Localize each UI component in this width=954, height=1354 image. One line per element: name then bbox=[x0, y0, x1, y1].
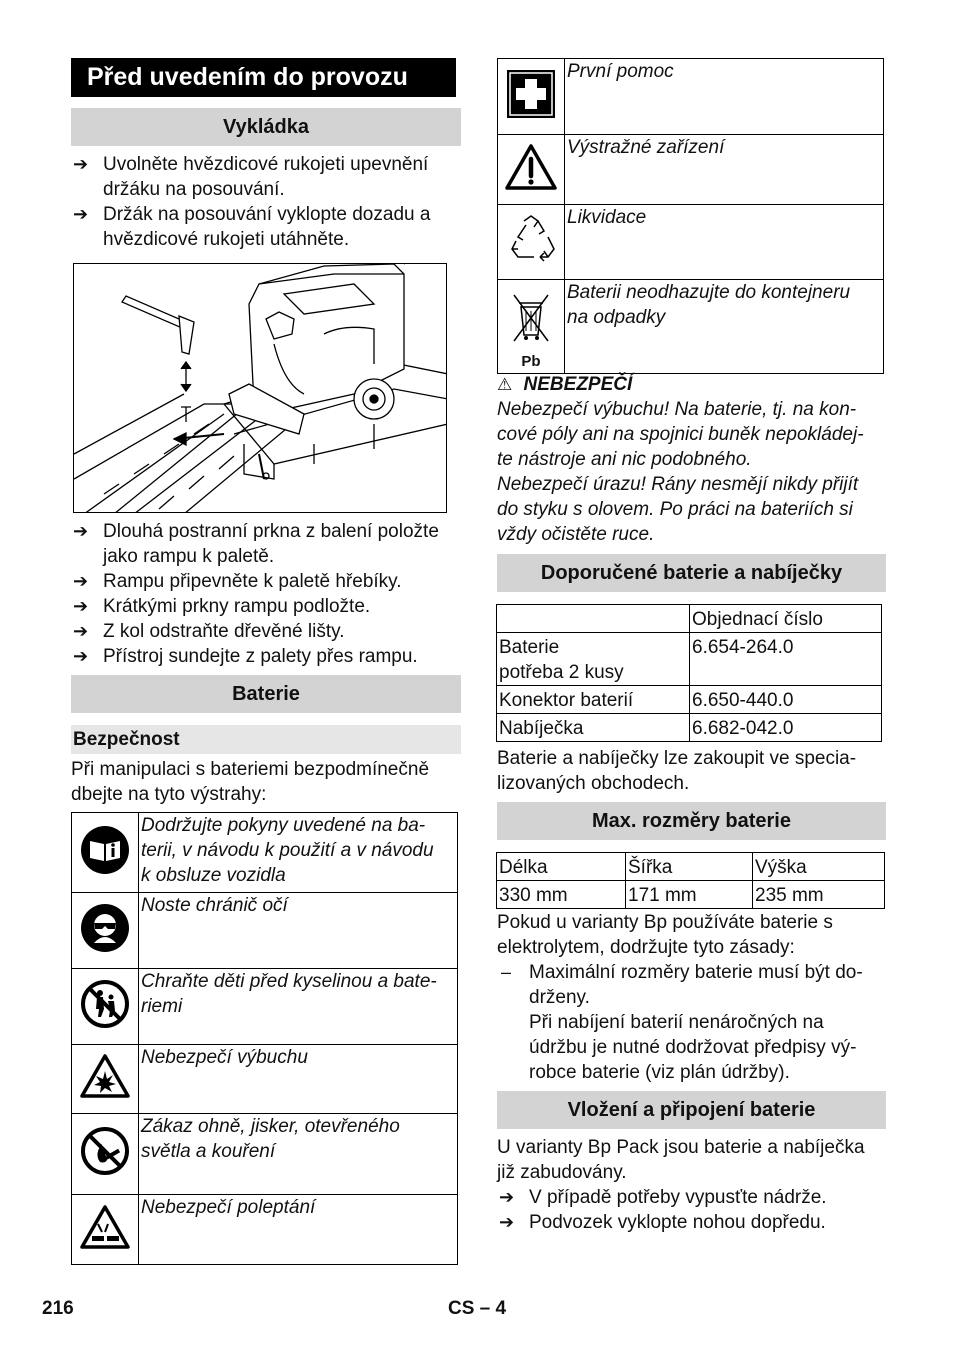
corrosive-hazard-icon bbox=[80, 1204, 130, 1250]
table-row bbox=[72, 893, 458, 969]
safety-intro: Při manipulaci s bateriemi bezpodmínečně dbejte na tyto výstrahy: bbox=[71, 759, 430, 805]
table-row bbox=[72, 969, 458, 1045]
table-row bbox=[72, 1114, 458, 1195]
page-title: Před uvedením do provozu bbox=[71, 58, 456, 97]
warning-icon-cell bbox=[72, 1195, 139, 1265]
arrow-icon: ➔ bbox=[73, 646, 89, 666]
recommended-note: Baterie a nabíječky lze zakoupit ve specia- lizovaných obchodech. bbox=[497, 748, 857, 794]
heading-battery: Baterie bbox=[71, 675, 461, 713]
keep-children-away-icon bbox=[80, 979, 130, 1029]
list-item: ➔ Z kol odstraňte dřevěné lišty. bbox=[73, 621, 345, 642]
table-row bbox=[498, 135, 884, 205]
explosion-hazard-icon bbox=[80, 1053, 130, 1099]
heading-insert-battery: Vložení a připojení baterie bbox=[497, 1091, 886, 1129]
heading-dimensions: Max. rozměry baterie bbox=[497, 802, 886, 840]
table-row bbox=[498, 59, 884, 135]
list-item: ➔ Přístroj sundejte z palety přes rampu. bbox=[73, 646, 418, 667]
arrow-icon: ➔ bbox=[73, 521, 89, 541]
warning-text: Nebezpečí poleptání bbox=[139, 1195, 458, 1265]
recommended-table bbox=[496, 604, 882, 742]
symbol-icon-cell bbox=[498, 135, 565, 205]
table-row: Délka Šířka Výška bbox=[497, 853, 885, 881]
dimensions-table bbox=[496, 852, 885, 909]
list-item: ➔ Rampu připevněte k paletě hřebíky. bbox=[73, 571, 402, 592]
symbol-icon-cell bbox=[498, 205, 565, 280]
list-item: ➔ V případě potřeby vypusťte nádrže. bbox=[499, 1187, 827, 1208]
no-fire-icon bbox=[80, 1126, 130, 1176]
unloading-illustration bbox=[73, 263, 447, 513]
warning-text: Nebezpečí výbuchu bbox=[139, 1045, 458, 1114]
heading-recommended: Doporučené baterie a nabíječky bbox=[497, 554, 886, 592]
list-item: – Maximální rozměry baterie musí být do- drženy. Při nabíjení baterií nenáročných na údržbu je nutné dodržovat předpisy vý- robce baterie (viz plán údržby). bbox=[501, 962, 863, 1083]
warning-text: Dodržujte pokyny uvedené na ba- terii, v návodu k použití a v návodu k obsluze vozidla bbox=[139, 813, 458, 893]
manual-icon bbox=[80, 825, 130, 875]
warning-icon-cell bbox=[72, 1114, 139, 1195]
table-row bbox=[498, 205, 884, 280]
table-row: 330 mm 171 mm 235 mm bbox=[497, 881, 885, 909]
arrow-icon: ➔ bbox=[73, 154, 89, 174]
symbol-icon-cell bbox=[498, 59, 565, 135]
symbols-table bbox=[497, 58, 884, 374]
table-row: Konektor baterií 6.650-440.0 bbox=[497, 686, 882, 714]
arrow-icon: ➔ bbox=[499, 1212, 515, 1232]
symbol-text: Výstražné zařízení bbox=[565, 135, 884, 205]
unload-steps-a bbox=[71, 152, 466, 252]
table-row: Baterie potřeba 2 kusy 6.654-264.0 bbox=[497, 633, 882, 686]
symbol-icon-cell bbox=[498, 280, 565, 374]
table-row bbox=[72, 813, 458, 893]
list-item: ➔ Podvozek vyklopte nohou dopředu. bbox=[499, 1212, 826, 1233]
warning-triangle-icon bbox=[504, 143, 558, 191]
battery-warnings-table bbox=[71, 812, 458, 1265]
symbol-text: Likvidace bbox=[565, 205, 884, 280]
arrow-icon: ➔ bbox=[73, 621, 89, 641]
warning-icon-cell bbox=[72, 893, 139, 969]
heading-safety: Bezpečnost bbox=[71, 725, 461, 754]
warning-icon-cell bbox=[72, 1045, 139, 1114]
section-label: CS – 4 bbox=[448, 1298, 507, 1319]
symbol-text: První pomoc bbox=[565, 59, 884, 135]
table-row bbox=[72, 1045, 458, 1114]
warning-text: Noste chránič očí bbox=[139, 893, 458, 969]
list-item: ➔ Uvolněte hvězdicové rukojeti upevnění držáku na posouvání. bbox=[73, 154, 429, 200]
warning-triangle-icon: ⚠ bbox=[497, 375, 513, 394]
table-row: Nabíječka 6.682-042.0 bbox=[497, 714, 882, 742]
arrow-icon: ➔ bbox=[499, 1187, 515, 1207]
list-item: ➔ Držák na posouvání vyklopte dozadu a hvězdicové rukojeti utáhněte. bbox=[73, 204, 431, 250]
warning-icon-cell bbox=[72, 969, 139, 1045]
recycling-icon bbox=[504, 213, 558, 265]
warning-icon-cell bbox=[72, 813, 139, 893]
first-aid-icon bbox=[506, 69, 556, 119]
arrow-icon: ➔ bbox=[73, 596, 89, 616]
no-bin-pb-icon bbox=[504, 283, 558, 361]
danger-heading: ⚠ NEBEZPEČÍ bbox=[497, 374, 633, 395]
table-row: Objednací číslo bbox=[497, 605, 882, 633]
pb-label: Pb bbox=[521, 353, 541, 370]
warning-text: Zákaz ohně, jisker, otevřeného světla a kouření bbox=[139, 1114, 458, 1195]
eye-protection-icon bbox=[80, 903, 130, 953]
arrow-icon: ➔ bbox=[73, 571, 89, 591]
dimensions-text: Pokud u varianty Bp používáte baterie s elektrolytem, dodržujte tyto zásady: – Maximální rozměry baterie musí být do- drženy. Při nabíjení baterií nenáročných na údržbu je nutné dodržovat předpisy vý- robce baterie (viz plán údržby). bbox=[497, 910, 892, 1085]
insert-text: U varianty Bp Pack jsou baterie a nabíječka již zabudovány. ➔ V případě potřeby vypusťte nádrže. ➔ Podvozek vyklopte nohou dopředu. bbox=[497, 1135, 892, 1235]
danger-block: ⚠ NEBEZPEČÍ Nebezpečí výbuchu! Na baterie, tj. na kon- cové póly ani na spojnici buněk nepokládej- te nástroje ani nic podobného. Nebezpečí úrazu! Rány nesmějí nikdy přijít do styku s olovem. Po práci na bateriích si vždy očistěte ruce. bbox=[497, 372, 892, 547]
list-item: ➔ Dlouhá postranní prkna z balení položte jako rampu k paletě. bbox=[73, 521, 439, 567]
unload-steps-b bbox=[71, 519, 466, 669]
table-row bbox=[498, 280, 884, 374]
list-item: ➔ Krátkými prkny rampu podložte. bbox=[73, 596, 371, 617]
symbol-text: Baterii neodhazujte do kontejneru na odpadky bbox=[565, 280, 884, 374]
page-number: 216 bbox=[42, 1298, 74, 1319]
arrow-icon: ➔ bbox=[73, 204, 89, 224]
table-row bbox=[72, 1195, 458, 1265]
warning-text: Chraňte děti před kyselinou a bate- riemi bbox=[139, 969, 458, 1045]
heading-unloading: Vykládka bbox=[71, 108, 461, 146]
